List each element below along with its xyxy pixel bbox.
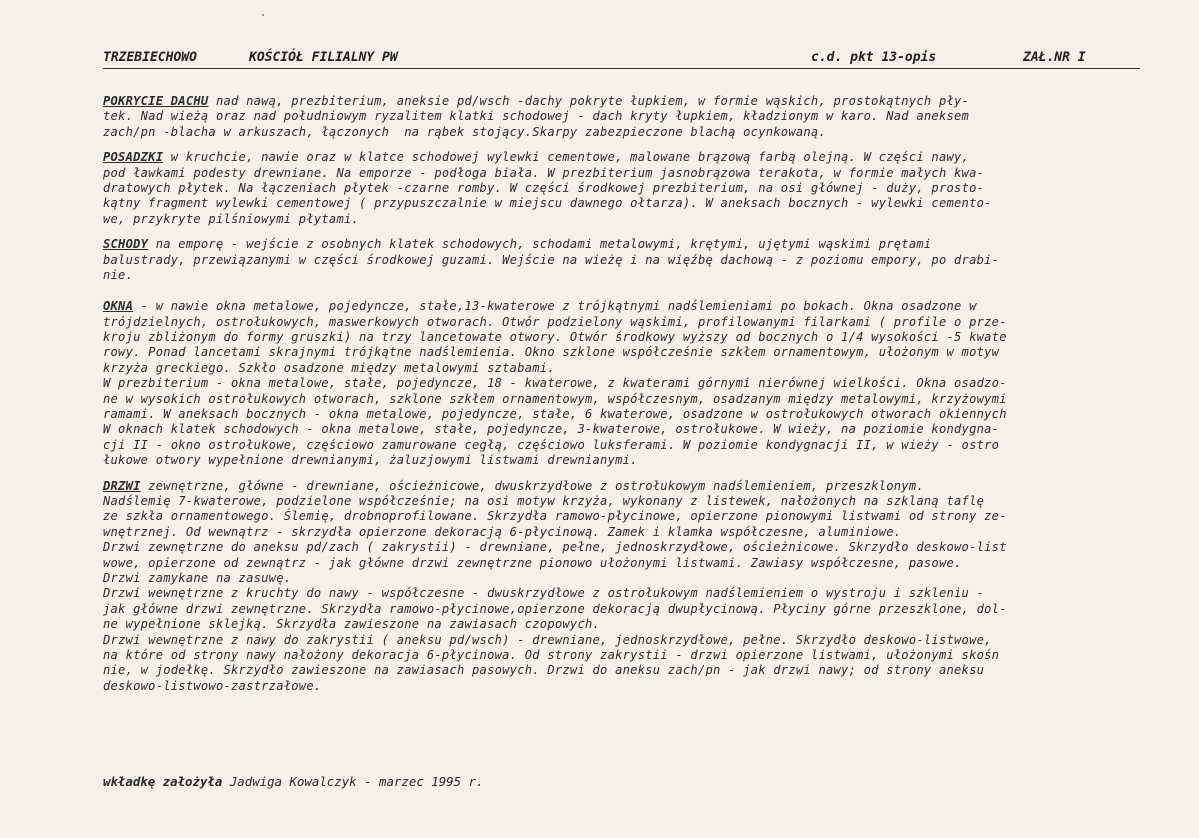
section-line: balustrady, przewiązanymi w części środkowej guzami. Wejście na wieżę i na więźbę dachową - z poziomu empory, po drabi- <box>103 252 1000 267</box>
section-line: jak główne drzwi zewnętrzne. Skrzydła ramowo-płycinowe,opierzone dekoracją dwupłycinową. Płyciny górne przeszklone, dol- <box>103 601 1007 616</box>
section-keyword: POKRYCIE DACHU <box>103 94 209 108</box>
section-line: wowe, opierzone od zewnątrz - jak główne drzwi zewnętrzne pionowo ułożonymi listwami. Zawiasy współczesne, pasowe. <box>103 555 962 570</box>
header-underline <box>103 68 1140 69</box>
signature-line <box>103 774 483 789</box>
header-title: KOŚCIÓŁ FILIALNY PW <box>249 50 398 65</box>
section-line: Nadślemię 7-kwaterowe, podzielone współcześnie; na osi motyw krzyża, wykonany z listewek, nałożonych na szklaną taflę <box>103 493 985 508</box>
section-line: pod ławkami podesty drewniane. Na emporze - podłoga biała. W prezbiterium jasnobrązowa terakota, w formie małych kwa- <box>103 165 985 180</box>
section-line: ramami. W aneksach bocznych - okna metalowe, pojedyncze, stałe, 6 kwaterowe, osadzone w ostrołukowych otworach okiennych <box>103 407 1007 422</box>
section-line: deskowo-listwowo-zastrzałowe. <box>103 678 322 693</box>
header-attachment: ZAŁ.NR I <box>1023 50 1086 65</box>
header-place: TRZEBIECHOWO <box>103 50 197 65</box>
section-line: Drzwi zamykane na zasuwę. <box>103 570 292 585</box>
section-line: Drzwi wewnętrzne z nawy do zakrystii ( aneksu pd/wsch) - drewniane, jednoskrzydłowe, pełne. Skrzydło deskowo-listwowe, <box>103 632 992 647</box>
section-first-line <box>103 94 1148 109</box>
document-body <box>103 94 1148 704</box>
section-first-line <box>103 479 1148 494</box>
signature-label: wkładkę założyła <box>103 774 223 789</box>
section-line: krzyża greckiego. Szkło osadzone między metalowymi sztabami. <box>103 360 555 375</box>
section-first-line <box>103 299 1148 314</box>
section-posadzki <box>103 150 1148 227</box>
section-line: Drzwi zewnętrzne do aneksu pd/zach ( zakrystii) - drewniane, pełne, jednoskrzydłowe, ościeżnicowe. Skrzydło deskowo-list <box>103 540 1007 555</box>
section-line: zach/pn -blacha w arkuszach, łączonych na rąbek stojący.Skarpy zabezpieczone blachą ocynkowaną. <box>103 124 826 139</box>
section-line: we, przykryte pilśniowymi płytami. <box>103 211 360 226</box>
section-text: na emporę - wejście z osobnych klatek schodowych, schodami metalowymi, krętymi, ujętymi wąskimi prętami <box>148 237 932 252</box>
section-line: tek. Nad wieżą oraz nad południowym ryzalitem klatki schodowej - dach kryty łupkiem, kładzionym w karo. Nad aneksem <box>103 109 970 124</box>
section-first-line <box>103 237 1148 252</box>
section-line: rowy. Ponad lancetami skrajnymi trójkątne nadślemienia. Okno szklone współcześnie szkłem ornamentowym, ułożonym w motyw <box>103 345 1000 360</box>
signature-text: Jadwiga Kowalczyk - marzec 1995 r. <box>222 774 484 789</box>
section-line: ze szkła ornamentowego. Ślemię, drobnoprofilowane. Skrzydła ramowo-płycinowe, opierzone pionowymi listwami od strony ze- <box>103 509 1007 524</box>
section-keyword: POSADZKI <box>103 150 164 165</box>
section-line: nie, w jodełkę. Skrzydło zawieszone na zawiasach pasowych. Drzwi do aneksu zach/pn - jak drzwi nawy; od strony aneksu <box>103 663 985 678</box>
section-text: - w nawie okna metalowe, pojedyncze, stałe,13-kwaterowe z trójkątnymi nadślemieniami po bokach. Okna osadzone w <box>133 299 977 314</box>
header-reference: c.d. pkt 13-opis <box>811 50 937 65</box>
section-line: kątny fragment wylewki cementowej ( przypuszczalnie w miejscu dawnego ołtarza). W aneksach bocznych - wylewki cemento- <box>103 196 992 211</box>
section-text: zewnętrzne, główne - drewniane, ościeżnicowe, dwuskrzydłowe z ostrołukowym nadślemieniem, przeszklonym. <box>140 478 924 493</box>
section-keyword: SCHODY <box>103 237 149 252</box>
section-text: nad nawą, prezbiterium, aneksie pd/wsch -dachy pokryte łupkiem, w formie wąskich, prostokątnych pły- <box>208 94 970 108</box>
section-line: łukowe otwory wypełnione drewnianymi, żaluzjowymi listwami drewnianymi. <box>103 453 638 468</box>
section-line: trójdzielnych, ostrołukowych, maswerkowych otworach. Otwór podzielony wąskimi, profilowanymi filarkami ( profile o prze- <box>103 314 1007 329</box>
section-okna <box>103 299 1148 468</box>
section-line: wnętrznej. Od wewnątrz - skrzydła opierzone dekoracją 6-płycinową. Zamek i klamka współczesne, aluminiowe. <box>103 524 902 539</box>
section-pokrycie-dachu <box>103 94 1148 140</box>
section-line: W oknach klatek schodowych - okna metalowe, stałe, pojedyncze, 3-kwaterowe, ostrołukowe. W wieży, na poziomie kondygna- <box>103 422 1000 437</box>
section-drzwi <box>103 479 1148 694</box>
section-keyword: DRZWI <box>103 478 141 493</box>
paper-speck <box>262 14 264 16</box>
section-line: na które od strony nawy nałożony dekoracja 6-płycinowa. Od strony zakrystii - drzwi opierzone listwami, ułożonymi skośn <box>103 647 1000 662</box>
section-line: ne wypełnione sklejką. Skrzydła zawieszone na zawiasach czopowych. <box>103 617 601 632</box>
section-line: dratowych płytek. Na łączeniach płytek -czarne romby. W części środkowej prezbiterium, na osi głównej - duży, prosto- <box>103 180 985 195</box>
section-line: kroju zbliżonym do formy gruszki) na trzy lancetowate otwory. Otwór środkowy wyższy od bocznych o 1/4 wysokości -5 kwate <box>103 330 1007 345</box>
section-line: W prezbiterium - okna metalowe, stałe, pojedyncze, 18 - kwaterowe, z kwaterami górnymi nierównej wielkości. Okna osadzo- <box>103 376 1007 391</box>
section-line: Drzwi wewnętrzne z kruchty do nawy - współczesne - dwuskrzydłowe z ostrołukowym nadślemieniem o wystroju i szkleniu - <box>103 586 985 601</box>
section-schody <box>103 237 1148 283</box>
section-line: ne w wysokich ostrołukowych otworach, szklone szkłem ornamentowym, współczesnym, osadzanym między metalowymi, krzyżowymi <box>103 391 1007 406</box>
section-line: cji II - okno ostrołukowe, częściowo zamurowane cegłą, częściowo luksferami. W poziomie kondygnacji II, w wieży - ostro <box>103 437 1000 452</box>
document-header <box>103 50 1140 68</box>
section-first-line <box>103 150 1148 165</box>
section-line: nie. <box>103 267 134 282</box>
section-keyword: OKNA <box>103 299 134 314</box>
section-text: w kruchcie, nawie oraz w klatce schodowej wylewki cementowe, malowane brązową farbą olejną. W części nawy, <box>163 150 970 165</box>
